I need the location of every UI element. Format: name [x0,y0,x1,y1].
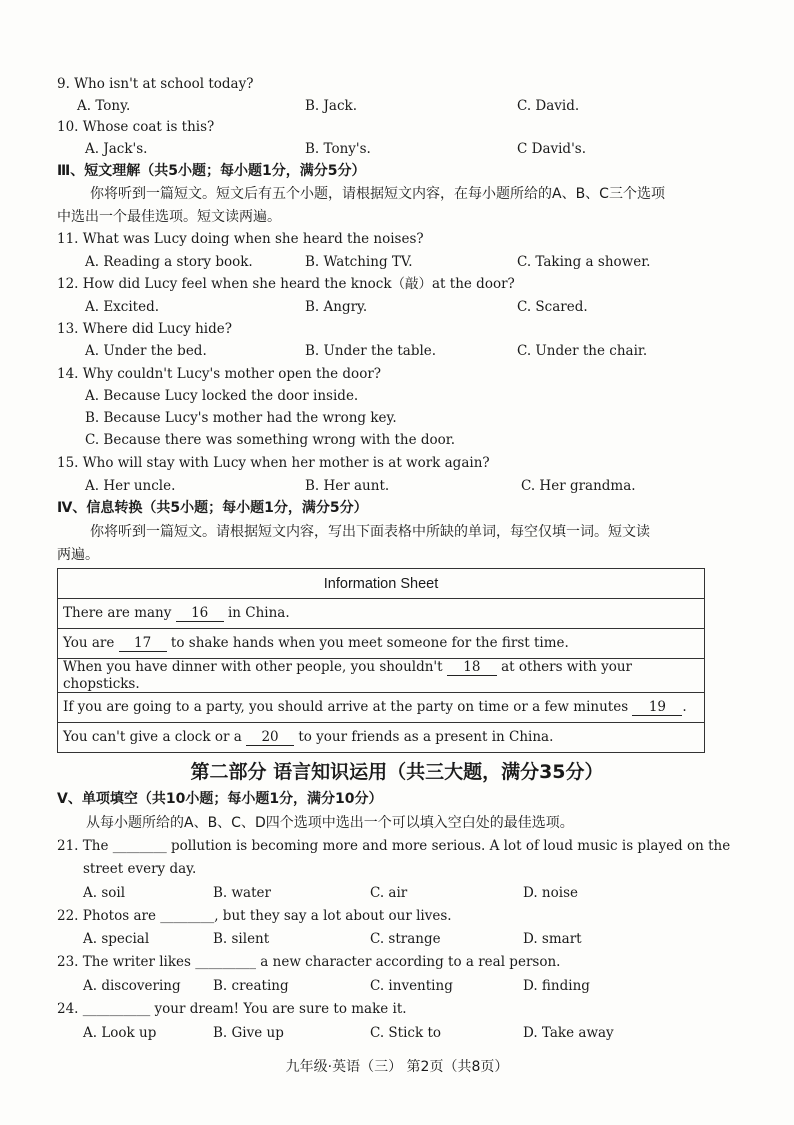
option-a: A. special [83,931,150,947]
option-a: A. Reading a story book. [85,254,253,270]
question-stem: 13. Where did Lucy hide? [57,321,232,337]
option-b: B. Tony's. [305,141,371,157]
option-c: C. air [370,885,408,901]
question-stem: 15. Who will stay with Lucy when her mother is at work again? [57,455,490,471]
question-stem: 10. Whose coat is this? [57,119,215,135]
option-d: D. Take away [523,1025,614,1041]
section-instruction: 你将听到一篇短文。请根据短文内容，写出下面表格中所缺的单词，每空仅填一词。短文读 [90,524,650,540]
question-stem-continued: street every day. [83,861,197,877]
option-d: D. smart [523,931,582,947]
option-b: B. silent [213,931,270,947]
section-instruction: 两遍。 [57,547,99,563]
table-row: You are 17 to shake hands when you meet someone for the first time. [58,629,705,659]
answer-blank[interactable]: 20 [246,729,294,746]
question-stem: 21. The ________ pollution is becoming more and more serious. A lot of loud music is played on the [57,838,731,854]
information-sheet-table [57,568,705,753]
section-title: Ⅲ、短文理解（共5小题；每小题1分，满分5分） [57,163,366,179]
question-stem: 9. Who isn't at school today? [57,76,254,92]
section-title: Ⅴ、单项填空（共10小题；每小题1分，满分10分） [57,791,383,807]
option-a: A. discovering [83,978,181,994]
option-a: A. Because Lucy locked the door inside. [85,388,359,404]
table-row: If you are going to a party, you should arrive at the party on time or a few minutes 19 . [58,693,705,723]
option-a: A. Her uncle. [85,478,176,494]
option-b: B. creating [213,978,289,994]
option-d: D. finding [523,978,590,994]
option-a: A. Jack's. [85,141,148,157]
question-stem: 11. What was Lucy doing when she heard the noises? [57,231,424,247]
option-a: A. Look up [83,1025,157,1041]
option-c: C. Her grandma. [521,478,636,494]
option-c: C. Scared. [517,299,588,315]
answer-blank[interactable]: 19 [632,699,682,716]
option-c: C David's. [517,141,587,157]
option-b: B. Under the table. [305,343,437,359]
option-b: B. Give up [213,1025,284,1041]
option-a: A. soil [83,885,126,901]
option-a: A. Tony. [77,98,131,114]
section-title: Ⅳ、信息转换（共5小题；每小题1分，满分5分） [57,500,368,516]
answer-blank[interactable]: 17 [119,635,167,652]
table-row: When you have dinner with other people, you shouldn't 18 at others with your chopsticks. [58,659,705,693]
option-d: D. noise [523,885,578,901]
option-b: B. Her aunt. [305,478,390,494]
option-b: B. water [213,885,271,901]
option-c: C. Because there was something wrong with the door. [85,432,456,448]
section-instruction: 从每小题所给的A、B、C、D四个选项中选出一个可以填入空白处的最佳选项。 [86,815,574,831]
page-footer: 九年级·英语（三） 第2页（共8页） [285,1059,509,1075]
option-c: C. strange [370,931,441,947]
option-c: C. inventing [370,978,453,994]
question-stem: 12. How did Lucy feel when she heard the knock（敲）at the door? [57,276,515,292]
option-b: B. Because Lucy's mother had the wrong key. [85,410,397,426]
option-c: C. Under the chair. [517,343,648,359]
table-title: Information Sheet [58,569,705,599]
question-stem: 22. Photos are ________, but they say a lot about our lives. [57,908,452,924]
option-a: A. Excited. [85,299,160,315]
option-b: B. Jack. [305,98,357,114]
part-title: 第二部分 语言知识运用（共三大题，满分35分） [190,761,604,783]
table-row: There are many 16 in China. [58,599,705,629]
table-row: You can't give a clock or a 20 to your friends as a present in China. [58,723,705,753]
section-instruction: 你将听到一篇短文。短文后有五个小题，请根据短文内容，在每小题所给的A、B、C三个选项 [90,186,665,202]
option-c: C. David. [517,98,580,114]
option-c: C. Taking a shower. [517,254,651,270]
answer-blank[interactable]: 16 [176,605,224,622]
section-instruction: 中选出一个最佳选项。短文读两遍。 [57,209,281,225]
option-b: B. Watching TV. [305,254,413,270]
question-stem: 14. Why couldn't Lucy's mother open the door? [57,366,382,382]
question-stem: 24. __________ your dream! You are sure to make it. [57,1001,407,1017]
question-stem: 23. The writer likes _________ a new character according to a real person. [57,954,561,970]
option-c: C. Stick to [370,1025,442,1041]
answer-blank[interactable]: 18 [447,659,497,676]
option-a: A. Under the bed. [85,343,207,359]
option-b: B. Angry. [305,299,368,315]
